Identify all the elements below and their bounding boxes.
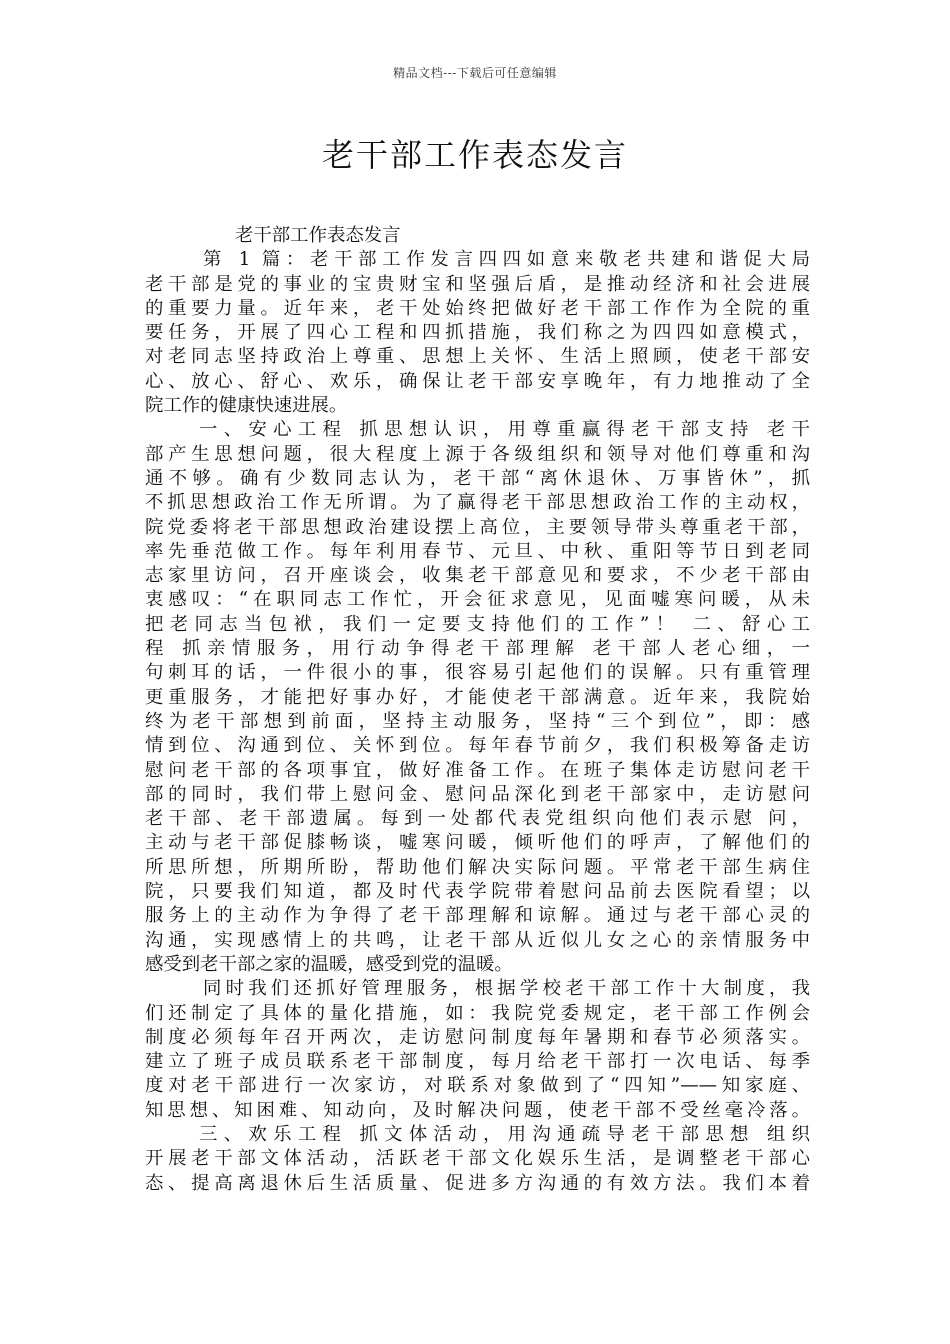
text-line: 老干部是党的事业的宝贵财宝和坚强后盾，是推动经济和社会进展 <box>145 273 810 295</box>
text-line: 主动与老干部促膝畅谈，嘘寒问暖，倾听他们的呼声，了解他们的 <box>145 832 810 854</box>
text-line: 度对老干部进行一次家访，对联系对象做到了“四知”——知家庭、 <box>145 1075 810 1097</box>
text-line: 更重服务，才能把好事办好，才能使老干部满意。近年来，我院始 <box>145 686 810 708</box>
text-line: 把老同志当包袱，我们一定要支持他们的工作”！ 二、舒心工 <box>145 613 810 635</box>
text-line: 制度必须每年召开两次，走访慰问制度每年暑期和春节必须落实。 <box>145 1026 810 1048</box>
text-line: 要任务，开展了四心工程和四抓措施，我们称之为四四如意模式， <box>145 322 810 344</box>
text-line: 志家里访问，召开座谈会，收集老干部意见和要求，不少老干部由 <box>145 565 810 587</box>
text-line: 部产生思想问题，很大程度上源于各级组织和领导对他们尊重和沟 <box>145 443 810 465</box>
text-line: 们还制定了具体的量化措施，如：我院党委规定，老干部工作例会 <box>145 1002 810 1024</box>
text-line: 不抓思想政治工作无所谓。为了赢得老干部思想政治工作的主动权， <box>145 492 810 514</box>
text-line: 对老同志坚持政治上尊重、思想上关怀、生活上照顾，使老干部安 <box>145 346 810 368</box>
text-line: 部的同时，我们带上慰问金、慰问品深化到老干部家中，走访慰问 <box>145 783 810 805</box>
text-line: 院工作的健康快速进展。 <box>145 395 348 417</box>
text-line: 程 抓亲情服务，用行动争得老干部理解 老干部人老心细，一 <box>145 638 810 660</box>
text-line: 的重要力量。近年来，老干处始终把做好老干部工作作为全院的重 <box>145 297 810 319</box>
text-line: 态、提高离退休后生活质量、促进多方沟通的有效方法。我们本着 <box>145 1172 810 1194</box>
text-line: 通不够。确有少数同志认为，老干部“离休退休、万事皆休”，抓 <box>145 467 810 489</box>
header-note: 精品文档---下载后可任意编辑 <box>393 66 557 80</box>
text-line: 句刺耳的话，一件很小的事，很容易引起他们的误解。只有重管理 <box>145 662 810 684</box>
subtitle-line: 老干部工作表态发言 <box>235 225 401 246</box>
text-line: 感受到老干部之家的温暖，感受到党的温暖。 <box>145 953 513 975</box>
text-line: 心、放心、舒心、欢乐，确保让老干部安享晚年，有力地推动了全 <box>145 370 810 392</box>
text-line: 第 1 篇：老干部工作发言四四如意来敬老共建和谐促大局 <box>203 249 810 271</box>
text-line: 同时我们还抓好管理服务，根据学校老干部工作十大制度，我 <box>203 978 810 1000</box>
document-body <box>145 224 810 1196</box>
text-line: 院，只要我们知道，都及时代表学院带着慰问品前去医院看望；以 <box>145 881 810 903</box>
text-line: 沟通，实现感情上的共鸣，让老干部从近似儿女之心的亲情服务中 <box>145 929 810 951</box>
text-line: 情到位、沟通到位、关怀到位。每年春节前夕，我们积极筹备走访 <box>145 735 810 757</box>
text-line: 知思想、知困难、知动向，及时解决问题，使老干部不受丝毫冷落。 <box>145 1099 810 1121</box>
text-line: 建立了班子成员联系老干部制度，每月给老干部打一次电话、每季 <box>145 1051 810 1073</box>
text-line: 老干部、老干部遗属。每到一处都代表党组织向他们表示慰 问， <box>145 808 810 830</box>
document-title: 老干部工作表态发言 <box>321 136 628 174</box>
text-line: 院党委将老干部思想政治建设摆上高位，主要领导带头尊重老干部， <box>145 516 810 538</box>
text-line: 终为老干部想到前面，坚持主动服务，坚持“三个到位”，即：感 <box>145 710 810 732</box>
text-line: 服务上的主动作为争得了老干部理解和谅解。通过与老干部心灵的 <box>145 905 810 927</box>
text-line: 一、安心工程 抓思想认识，用尊重赢得老干部支持 老干 <box>199 419 810 441</box>
text-line: 所思所想，所期所盼，帮助他们解决实际问题。平常老干部生病住 <box>145 856 810 878</box>
text-line: 慰问老干部的各项事宜，做好准备工作。在班子集体走访慰问老干 <box>145 759 810 781</box>
text-line: 开展老干部文体活动，活跃老干部文化娱乐生活，是调整老干部心 <box>145 1148 810 1170</box>
text-line: 衷感叹：“在职同志工作忙，开会征求意见，见面嘘寒问暖，从未 <box>145 589 810 611</box>
text-line: 率先垂范做工作。每年利用春节、元旦、中秋、重阳等节日到老同 <box>145 540 810 562</box>
text-line: 三、欢乐工程 抓文体活动，用沟通疏导老干部思想 组织 <box>199 1123 810 1145</box>
